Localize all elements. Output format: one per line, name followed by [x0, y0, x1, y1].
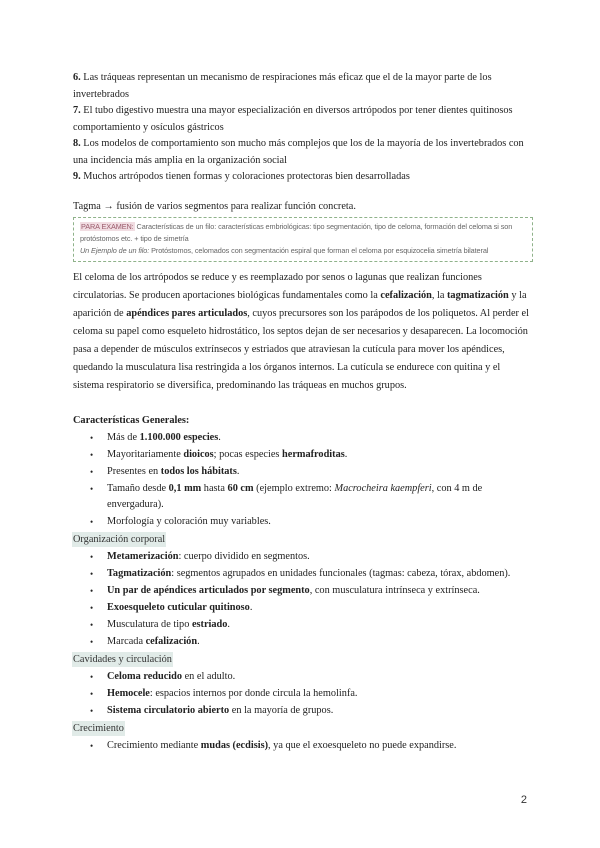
list-item: • Tamaño desde 0,1 mm hasta 60 cm (ejemplo extremo: Macrocheira kaempferi, con 4 m de envergadura). [73, 481, 533, 513]
exam-label: PARA EXAMEN: [81, 221, 134, 231]
example-label: Un Ejemplo de un filo: [80, 245, 150, 255]
list-item: • Sistema circulatorio abierto en la mayoría de grupos. [73, 703, 533, 719]
section-title-general: Características Generales: [73, 414, 190, 426]
list-item: • Tagmatización: segmentos agrupados en unidades funcionales (tagmas: cabeza, tórax, abdomen). [73, 566, 533, 582]
cavidades-list [73, 669, 533, 719]
crecimiento-list [73, 738, 533, 754]
page-number: 2 [520, 794, 527, 806]
list-item: • Crecimiento mediante mudas (ecdisis), ya que el exoesqueleto no puede expandirse. [73, 738, 533, 754]
list-item: • Morfología y coloración muy variables. [73, 514, 533, 530]
exam-note: PARA EXAMEN: Características de un filo: características embriológicas: tipo segmentación, tipo de celoma, formación del celoma si son protóstomos etc. + tipo de simetría [80, 221, 513, 243]
tagma-definition: Tagma → fusión de varios segmentos para realizar función concreta. [73, 200, 356, 212]
list-item: • Un par de apéndices articulados por segmento, con musculatura intrínseca y extrínseca. [73, 583, 533, 599]
numbered-list [73, 70, 533, 186]
page-content [73, 70, 533, 755]
list-item: • Hemocele: espacios internos por donde circula la hemolinfa. [73, 686, 533, 702]
list-item: • Exoesqueleto cuticular quitinoso. [73, 600, 533, 616]
numbered-item: 7. El tubo digestivo muestra una mayor especialización en diversos artrópodos por tener dientes quitinosos comportamiento y osículos gástricos [73, 105, 513, 133]
list-item: • Mayoritariamente dioicos; pocas especies hermafroditas. [73, 447, 533, 463]
list-item: • Celoma reducido en el adulto. [73, 669, 533, 685]
list-item: • Más de 1.100.000 especies. [73, 430, 533, 446]
exam-example: Un Ejemplo de un filo: Protóstomos, celomados con segmentación espiral que forman el celoma por esquizocelia simetría bilateral [80, 245, 489, 255]
section-heading-organizacion: Organización corporal [73, 533, 166, 545]
numbered-item: 8. Los modelos de comportamiento son mucho más complejos que los de la mayoría de los invertebrados con una incidencia más amplia en la organización social [73, 138, 524, 166]
list-item: • Metamerización: cuerpo dividido en segmentos. [73, 549, 533, 565]
list-item: • Marcada cefalización. [73, 634, 533, 650]
numbered-item: 9. Muchos artrópodos tienen formas y coloraciones protectoras bien desarrolladas [73, 171, 410, 182]
list-item: • Musculatura de tipo estriado. [73, 617, 533, 633]
list-item: • Presentes en todos los hábitats. [73, 464, 533, 480]
general-list [73, 430, 533, 530]
organizacion-list [73, 549, 533, 650]
exam-note-box [73, 217, 533, 262]
intro-paragraph: El celoma de los artrópodos se reduce y es reemplazado por senos o lagunas que realizan funciones circulatorias. Se producen aportaciones biológicas fundamentales como la cefalización, la tagmatización y la aparición de apéndices pares articulados, cuyos precursores son los parápodos de los poliquetos. Al perder el celoma su papel como esqueleto hidrostático, los septos dejan de ser necesarios y desaparecen. La locomoción pasa a depender de músculos extrínsecos y estriados que atraviesan la cutícula para mover los apéndices, quedando la musculatura lisa restringida a los órganos internos. La cutícula se endurece con quitina y el sistema respiratorio se diversifica, predominando las tráqueas en muchos grupos. [73, 271, 529, 391]
section-heading-cavidades: Cavidades y circulación [73, 653, 172, 665]
section-heading-crecimiento: Crecimiento [73, 722, 124, 734]
numbered-item: 6. Las tráqueas representan un mecanismo de respiraciones más eficaz que el de la mayor parte de los invertebrados [73, 72, 492, 100]
